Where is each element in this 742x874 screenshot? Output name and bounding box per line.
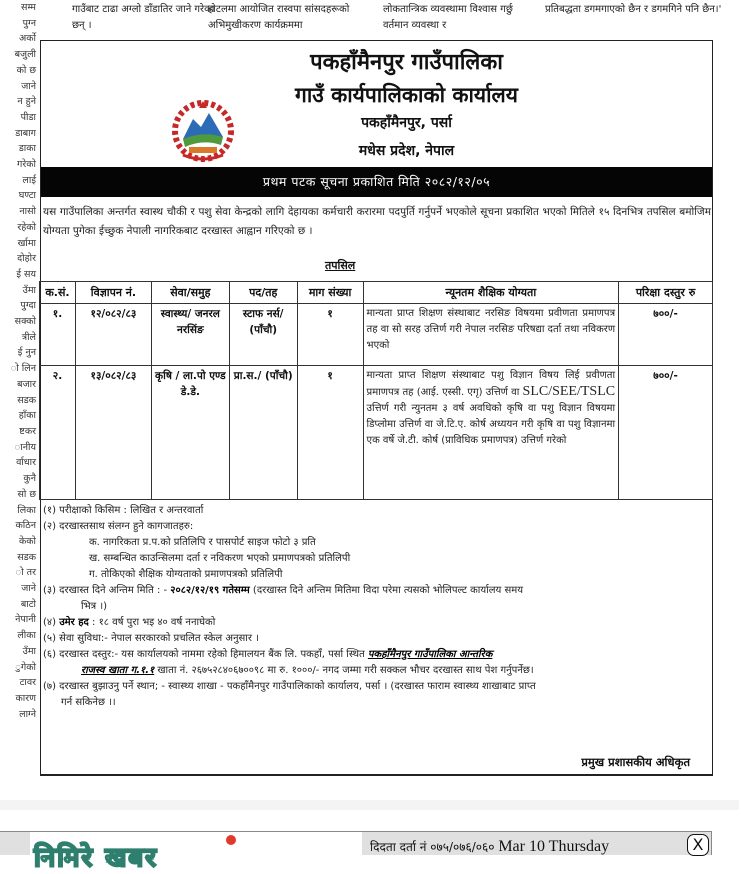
office-name: गाउँ कार्यपालिकाको कार्यालय	[295, 83, 518, 107]
column-fragment: हाँका	[18, 410, 36, 422]
column-fragment: जाने	[21, 80, 36, 92]
table-header-row	[40, 282, 713, 304]
column-fragment: सो छ	[17, 488, 36, 500]
cell-fee: ७००/-	[619, 366, 713, 500]
vacancy-table	[39, 281, 713, 500]
article-snippet: होटलमा आयोजित रास्वपा सांसदहरूको अभिमुखीकरण कार्यक्रममा	[208, 4, 350, 31]
cell-fee: ७००/-	[619, 304, 713, 366]
deadline-detail: (दरखास्त दिने अन्तिम मितिमा विदा परेमा त्यसको भोलिपल्ट कार्यालय समय	[249, 585, 524, 596]
column-fragment: ष्टकर	[19, 425, 36, 437]
col-fee: परिक्षा दस्तुर रु	[619, 282, 713, 304]
note-number: (४)	[43, 617, 60, 628]
signatory-title: प्रमुख प्रशासकीय अधिकृत	[581, 755, 690, 769]
column-fragment: उँमा	[22, 284, 36, 296]
document-item: ख. सम्बन्धित काउन्सिलमा दर्ता र नविकरण भएको प्रमाणपत्रको प्रतिलिपी	[89, 553, 351, 564]
note-age-limit	[41, 615, 711, 631]
cell-qualification	[363, 366, 619, 500]
page-separator	[0, 800, 739, 810]
column-fragment: टावर	[19, 677, 36, 689]
column-fragment: दोहोर	[17, 253, 36, 265]
cell-post: प्रा.स./ (पाँचौ)	[229, 366, 297, 500]
column-fragment: नेपानी	[15, 614, 36, 626]
cell-service: स्वास्थ्य/ जनरल नरसिंङ	[151, 304, 229, 366]
article-snippet: गाउँबाट टाढा अग्लो डाँडातिर जाने गरेका छन् ।	[72, 4, 215, 31]
cell-demand: १	[297, 304, 363, 366]
age-limit-label: उमेर हद	[59, 617, 89, 628]
column-fragment: न हुने	[17, 96, 36, 108]
column-fragment: अर्को	[18, 33, 36, 45]
column-fragment: डाबाग	[15, 127, 36, 139]
column-fragment: सडक	[17, 394, 36, 406]
sticky-footer-banner	[0, 831, 712, 873]
close-icon[interactable]: X	[687, 834, 709, 856]
cell-post: स्टाफ नर्स/ (पाँचौ)	[229, 304, 297, 366]
intro-paragraph: यस गाउँपालिका अन्तर्गत स्वास्थ चौकी र पशु सेवा केन्द्रको लागि देहायका कर्मचारी करारमा पदपुर्ति गर्नुपर्ने भएकोले सूचना प्रकाशित भएको मितिले १५ दिनभित्र तपसिल बमोजिम योग्यता पुगेका ईच्छुक नेपाली नागरिकबाट दरखास्त आह्वान गरिएको छ ।	[43, 206, 711, 237]
newspaper-logo[interactable]	[30, 832, 362, 873]
note-deadline	[41, 583, 711, 599]
column-fragment: ो लिन	[10, 363, 36, 375]
column-fragment: ई नुन	[17, 347, 36, 359]
column-fragment: बाटो	[20, 598, 36, 610]
column-fragment: त्रीले	[21, 331, 36, 343]
column-fragment: नासो	[19, 206, 36, 218]
table-row	[40, 366, 713, 500]
municipality-name: पकहाँमैनपुर गाउँपालिका	[310, 50, 503, 75]
cell-sn: २.	[40, 366, 76, 500]
note-benefits: (५) सेवा सुविधा:- नेपाल सरकारको प्रचलित स्केल अनुसार ।	[43, 633, 259, 644]
publication-date-banner: प्रथम पटक सूचना प्रकाशित मिति २०८२/१२/०५	[41, 167, 712, 197]
cell-qualification: मान्यता प्राप्त शिक्षण संस्थाबाट नरसिङ विषयमा प्रवीणता प्रमाणपत्र तह वा सो सरह उत्तिर्ण गरी नेपाल नरसिङ परिषद्या दर्ता तथा नविकरण भएको	[363, 304, 619, 366]
column-fragment: ई सय	[16, 268, 36, 280]
qualification-text: मान्यता प्राप्त शिक्षण संस्थाबाट पशु विज्ञान विषय लिई प्रवीणता प्रमाणपत्र तह (आई. एस्सी. एगृ) उत्तिर्ण वा	[366, 370, 616, 398]
column-fragment: पुग्दा	[20, 300, 36, 312]
logo-wordmark: निमिरे खबर	[34, 843, 158, 873]
cell-ad-no: १३/०८२/८३	[75, 366, 151, 500]
column-fragment: लाग्ने	[19, 708, 36, 720]
cell-ad-no: १२/०८२/८३	[75, 304, 151, 366]
article-snippet: प्रतिबद्धता डगमगाएको छैन र डगमगिने पनि छैन।'	[545, 4, 722, 15]
column-fragment: ानीय	[14, 441, 36, 453]
column-fragment: डाका	[18, 143, 36, 155]
footer-date: Mar 10 Thursday	[498, 838, 610, 855]
column-fragment: सडक	[17, 551, 36, 563]
table-row	[40, 304, 713, 366]
fee-detail: (६) दरखास्त दस्तुर:- यस कार्यालयको नाममा रहेको हिमालयन बैंक लि. पकहाँ, पर्सा स्थित	[43, 649, 368, 660]
cell-service: कृषि / ला.पो एण्ड डे.डे.	[151, 366, 229, 500]
column-fragment: केको	[18, 535, 36, 547]
qualification-exam-names: SLC/SEE/TSLC	[522, 384, 616, 399]
column-fragment: जाने	[21, 583, 36, 595]
column-fragment: लिका	[17, 504, 36, 516]
document-item: ग. तोकिएको शैक्षिक योग्यताको प्रमाणपत्रको प्रतिलिपी	[89, 569, 283, 580]
column-fragment: पुग्न	[22, 17, 36, 29]
column-fragment: ुगेको	[15, 661, 36, 673]
column-fragment: बजुली	[14, 49, 36, 61]
column-fragment: उँमा	[22, 645, 36, 657]
note-submission-place: (७) दरखास्त बुझाउनु पर्ने स्थान; - स्वास्थ्य शाखा - पकहाँमैनपुर गाउँपालिकाको कार्यालय, पर्सा । (दरखास्त फाराम स्वास्थ्य शाखाबाट प्राप्त	[43, 681, 536, 692]
column-fragment: गरेको	[17, 159, 36, 171]
note-exam-type: (१) परीक्षाको किसिम : लिखित र अन्तरवार्ता	[43, 505, 204, 516]
col-demand: माग संख्या	[297, 282, 363, 304]
vacancy-notice	[40, 40, 713, 776]
note-application-fee	[41, 647, 711, 663]
note-documents: (२) दरखास्तसाथ संलग्न हुने कागजातहरु:	[43, 521, 194, 532]
col-service: सेवा/समुह	[151, 282, 229, 304]
deadline-detail-cont: भित्र ।)	[81, 601, 108, 612]
qualification-text: उत्तिर्ण गरी न्युनतम ३ वर्ष अवधिको कृषि वा पशु विज्ञान विषयमा डिप्लोमा उत्तिर्ण वा जे.टि.ए. कोर्ष अध्ययन गरी कृषि वा पशु विज्ञानमा एक वर्षे जे.टी. कोर्ष (प्राविधिक प्रमाणपत्र) उत्तिर्ण गरेको	[366, 403, 616, 446]
province-name: मधेस प्रदेश, नेपाल	[358, 143, 455, 159]
footer-info	[370, 838, 609, 856]
sun-icon	[226, 835, 236, 845]
column-fragment: कुनै	[23, 473, 36, 485]
note-submission-place-cont: गर्न सकिनेछ ।।	[61, 697, 116, 708]
document-item: क. नागरिकता प्र.प.को प्रतिलिपि र पासपोर्ट साइज फोटो ३ प्रति	[89, 537, 316, 548]
registration-number: दिदता दर्ता नं ०७५/०७६/०६०	[370, 840, 495, 854]
fee-detail-cont: खाता नं. २६७५२८४०६७००९८ मा रु. १०००/- नगद जम्मा गरी सक्कल भौचर दरखास्त साथ पेश गर्नुपर्नेछ।	[154, 665, 534, 676]
notice-conditions	[41, 503, 711, 711]
schedule-heading: तपसिल	[325, 259, 356, 272]
col-post: पद/तह	[229, 282, 297, 304]
bank-account-name: पकहाँमैनपुर गाउँपालिका आन्तरिक	[367, 649, 493, 660]
bank-account-name-cont: राजस्व खाता ग.१.१	[81, 665, 155, 676]
article-snippet: लोकतान्त्रिक व्यवस्थामा विश्वास गर्छु वर्तमान व्यवस्था र	[383, 4, 513, 31]
column-fragment: सम्म	[21, 2, 36, 13]
column-fragment: लीका	[17, 630, 36, 642]
col-ad-no: विज्ञापन नं.	[75, 282, 151, 304]
column-fragment: रहेको	[17, 221, 36, 233]
column-fragment: कारण	[15, 692, 36, 704]
column-fragment: लाई	[22, 174, 36, 186]
adjacent-column-fragments	[0, 0, 36, 780]
note-application-fee-cont	[41, 663, 711, 679]
previous-article-strip	[0, 0, 739, 40]
column-fragment: र्वाधार	[16, 457, 36, 469]
cell-sn: १.	[40, 304, 76, 366]
column-fragment: ो तर	[15, 567, 36, 579]
column-fragment: र्खामा	[17, 237, 36, 249]
column-fragment: को छ	[16, 64, 36, 76]
column-fragment: कठिन	[15, 520, 36, 532]
column-fragment: सक्को	[14, 316, 36, 328]
age-limit-value: : १८ वर्ष पुरा भइ ४० वर्ष ननाघेको	[88, 617, 216, 628]
column-fragment: बजार	[17, 378, 36, 390]
deadline-label: (३) दरखास्त दिने अन्तिम मिति : -	[43, 585, 171, 596]
office-location: पकहाँमैनपुर, पर्सा	[361, 115, 452, 131]
cell-demand: १	[297, 366, 363, 500]
col-qualification: न्यूनतम शैक्षिक योग्यता	[363, 282, 619, 304]
col-sn: क.सं.	[40, 282, 76, 304]
deadline-date: २०८२/१२/१९ गतेसम्म	[170, 585, 250, 596]
column-fragment: पीडा	[20, 111, 36, 123]
column-fragment: घण्टा	[18, 190, 36, 202]
